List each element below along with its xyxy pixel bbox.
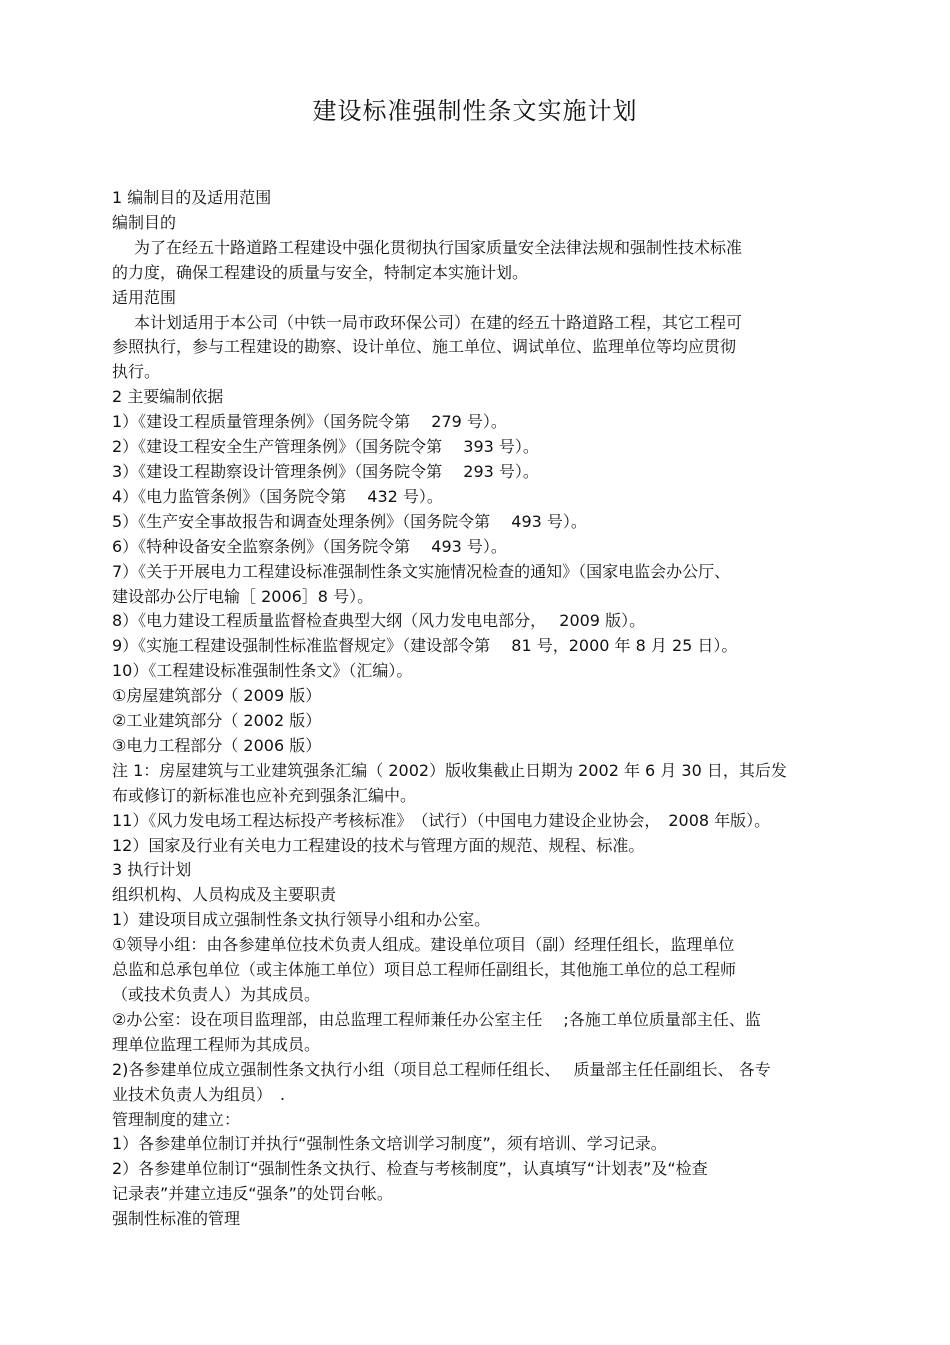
text-line: 6）《特种设备安全监察条例》（国务院令第 493 号）。 <box>112 536 507 556</box>
text-line: 2）《建设工程安全生产管理条例》（国务院令第 393 号）。 <box>112 437 539 457</box>
text-line: 布或修订的新标准也应补充到强条汇编中。 <box>112 785 417 805</box>
text-line: （或技术负责人）为其成员。 <box>112 985 321 1004</box>
text-line: 为了在经五十路道路工程建设中强化贯彻执行国家质量安全法律法规和强制性技术标准 <box>134 237 743 257</box>
text-line: 参照执行，参与工程建设的勘察、设计单位、施工单位、调试单位、监理单位等均应贯彻 <box>112 337 737 357</box>
text-line: 2)各参建单位成立强制性条文执行小组（项目总工程师任组长、 质量部主任任副组长、 各专 <box>112 1059 771 1079</box>
text-line: 4）《电力监管条例》（国务院令第 432 号）。 <box>112 486 443 506</box>
document-body <box>112 186 882 1232</box>
text-line: 11）《风力发电场工程达标投产考核标准》 （试行）（中国电力建设企业协会， 2008 年版）。 <box>112 810 771 830</box>
text-line: 2 主要编制依据 <box>112 387 224 407</box>
text-line: 1）各参建单位制订并执行“强制性条文培训学习制度”，须有培训、学习记录。 <box>112 1134 667 1154</box>
text-line: 7）《关于开展电力工程建设标准强制性条文实施情况检查的通知》（国家电监会办公厅、 <box>112 561 731 581</box>
text-line: 5）《生产安全事故报告和调查处理条例》（国务院令第 493 号）。 <box>112 511 587 531</box>
text-line: 总监和总承包单位（或主体施工单位）项目总工程师任副组长，其他施工单位的总工程师 <box>112 960 737 980</box>
text-line: 注 1：房屋建筑与工业建筑强条汇编（ 2002）版收集截止日期为 2002 年 6 月 30 日，其后发 <box>112 760 787 780</box>
text-line: 12）国家及行业有关电力工程建设的技术与管理方面的规范、规程、标准。 <box>112 835 645 855</box>
text-line: 的力度，确保工程建设的质量与安全，特制定本实施计划。 <box>112 262 529 282</box>
text-line: 本计划适用于本公司（中铁一局市政环保公司）在建的经五十路道路工程，其它工程可 <box>134 312 743 332</box>
text-line: 理单位监理工程师为其成员。 <box>112 1034 321 1054</box>
text-line: ③电力工程部分（ 2006 版） <box>112 735 322 755</box>
text-line: ①房屋建筑部分（ 2009 版） <box>112 686 322 706</box>
text-line: 2）各参建单位制订“强制性条文执行、检查与考核制度”，认真填写“计划表”及“检查 <box>112 1159 708 1179</box>
text-line: 8）《电力建设工程质量监督检查典型大纲（风力发电电部分， 2009 版）。 <box>112 611 646 631</box>
text-line: 管理制度的建立： <box>112 1109 241 1129</box>
text-line: 强制性标准的管理 <box>112 1209 241 1229</box>
text-line: 9）《实施工程建设强制性标准监督规定》（建设部令第 81 号，2000 年 8 月 25 日）。 <box>112 636 738 656</box>
text-line: 10）《工程建设标准强制性条文》（汇编）。 <box>112 661 413 681</box>
document-title: 建设标准强制性条文实施计划 <box>312 97 638 125</box>
text-line: 1）《建设工程质量管理条例》（国务院令第 279 号）。 <box>112 412 507 432</box>
text-line: ①领导小组：由各参建单位技术负责人组成。建设单位项目（副）经理任组长，监理单位 <box>112 935 735 955</box>
text-line: ②办公室：设在项目监理部，由总监理工程师兼任办公室主任 ;各施工单位质量部主任、监 <box>112 1009 761 1029</box>
text-line: 1）建设项目成立强制性条文执行领导小组和办公室。 <box>112 910 491 930</box>
text-line: 3）《建设工程勘察设计管理条例》（国务院令第 293 号）。 <box>112 461 539 481</box>
text-line: 适用范围 <box>112 287 177 307</box>
text-line: 记录表”并建立违反“强条”的处罚台帐。 <box>112 1184 393 1204</box>
text-line: 1 编制目的及适用范围 <box>112 188 272 207</box>
text-line: 组织机构、人员构成及主要职责 <box>112 885 337 905</box>
text-line: 3 执行计划 <box>112 860 192 880</box>
text-line: 执行。 <box>112 362 161 382</box>
text-line: ②工业建筑部分（ 2002 版） <box>112 711 322 731</box>
text-line: 业技术负责人为组员） . <box>112 1084 286 1104</box>
text-line: 建设部办公厅电输［ 2006］8 号）。 <box>112 586 374 606</box>
text-line: 编制目的 <box>112 212 177 232</box>
